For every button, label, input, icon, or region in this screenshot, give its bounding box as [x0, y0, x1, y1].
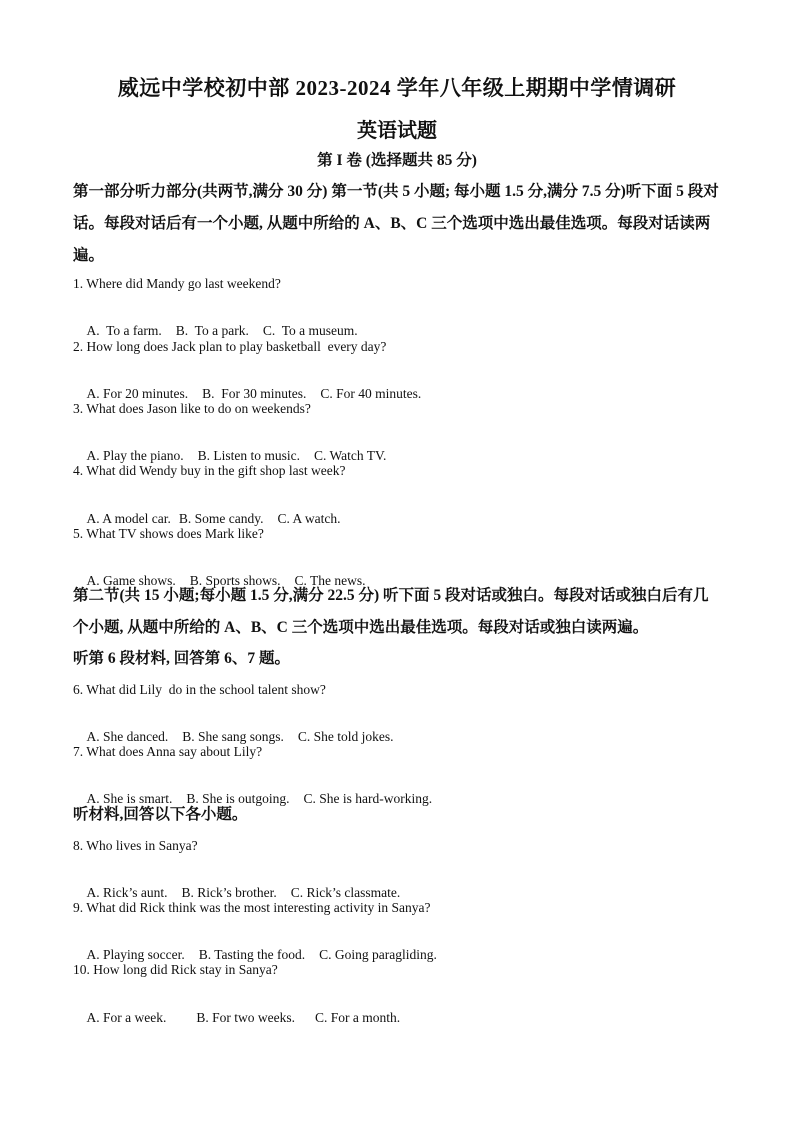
option-a: A. She is smart. — [86, 791, 173, 806]
question-9: 9. What did Rick think was the most interesting activity in Sanya? — [73, 900, 431, 915]
option-a: A. Play the piano. — [86, 448, 184, 463]
question-3: 3. What does Jason like to do on weekends? — [73, 401, 311, 416]
option-c: C. For 40 minutes. — [320, 386, 422, 401]
option-a: A. Game shows. — [86, 573, 176, 588]
section2-instructions: 第二节(共 15 小题;每小题 1.5 分,满分 22.5 分) 听下面 5 段对话或独白。每段对话或独白后有几个小题, 从题中所给的 A、B、C 三个选项中选出最佳选项。每段对话或独白读两遍。 — [73, 587, 709, 636]
option-c: C. Watch TV. — [314, 448, 387, 463]
question-6: 6. What did Lily do in the school talent show? — [73, 682, 326, 697]
option-b: B. For 30 minutes. — [202, 386, 307, 401]
option-b: B. Rick’s brother. — [181, 885, 277, 900]
options-10 — [73, 994, 414, 1042]
subject-title: 英语试题 — [357, 120, 437, 142]
option-c: C. She told jokes. — [297, 729, 394, 744]
section1-instructions: 第一部分听力部分(共两节,满分 30 分) 第一节(共 5 小题; 每小题 1.5 分,满分 7.5 分)听下面 5 段对话。每段对话后有一个小题, 从题中所给的 A、B、C 三个选项中选出最佳选项。每段对话读两遍。 — [73, 183, 719, 264]
option-c: C. The news. — [294, 573, 366, 588]
question-5: 5. What TV shows does Mark like? — [73, 526, 264, 541]
question-2: 2. How long does Jack plan to play basketball every day? — [73, 339, 387, 354]
question-1: 1. Where did Mandy go last weekend? — [73, 276, 281, 291]
material-6-heading: 听第 6 段材料, 回答第 6、7 题。 — [73, 650, 291, 667]
question-8: 8. Who lives in Sanya? — [73, 838, 198, 853]
option-b: B. Some candy. — [178, 511, 264, 526]
option-b: B. For two weeks. — [196, 1010, 295, 1025]
option-b: B. To a park. — [175, 323, 249, 338]
option-c: C. A watch. — [277, 511, 341, 526]
material-next-heading: 听材料,回答以下各小题。 — [73, 806, 248, 823]
question-10: 10. How long did Rick stay in Sanya? — [73, 962, 278, 977]
option-c: C. She is hard-working. — [303, 791, 433, 806]
option-c: C. To a museum. — [262, 323, 358, 338]
school-title: 威远中学校初中部 2023-2024 学年八年级上期期中学情调研 — [117, 76, 677, 100]
option-b: B. She sang songs. — [182, 729, 284, 744]
question-7: 7. What does Anna say about Lily? — [73, 744, 263, 759]
option-b: B. Listen to music. — [197, 448, 300, 463]
option-b: B. Tasting the food. — [198, 947, 306, 962]
question-4: 4. What did Wendy buy in the gift shop last week? — [73, 463, 346, 478]
option-a: A. Playing soccer. — [86, 947, 185, 962]
option-c: C. Going paragliding. — [319, 947, 437, 962]
option-a: A. Rick’s aunt. — [86, 885, 168, 900]
volume-title: 第 I 卷 (选择题共 85 分) — [317, 152, 477, 169]
option-a: A. For a week. — [86, 1010, 167, 1025]
option-a: A. For 20 minutes. — [86, 386, 189, 401]
option-c: C. For a month. — [314, 1010, 401, 1025]
option-a: A. To a farm. — [86, 323, 162, 338]
option-b: B. She is outgoing. — [186, 791, 290, 806]
option-c: C. Rick’s classmate. — [290, 885, 401, 900]
option-b: B. Sports shows. — [189, 573, 281, 588]
option-a: A. A model car. — [86, 511, 171, 526]
option-a: A. She danced. — [86, 729, 169, 744]
